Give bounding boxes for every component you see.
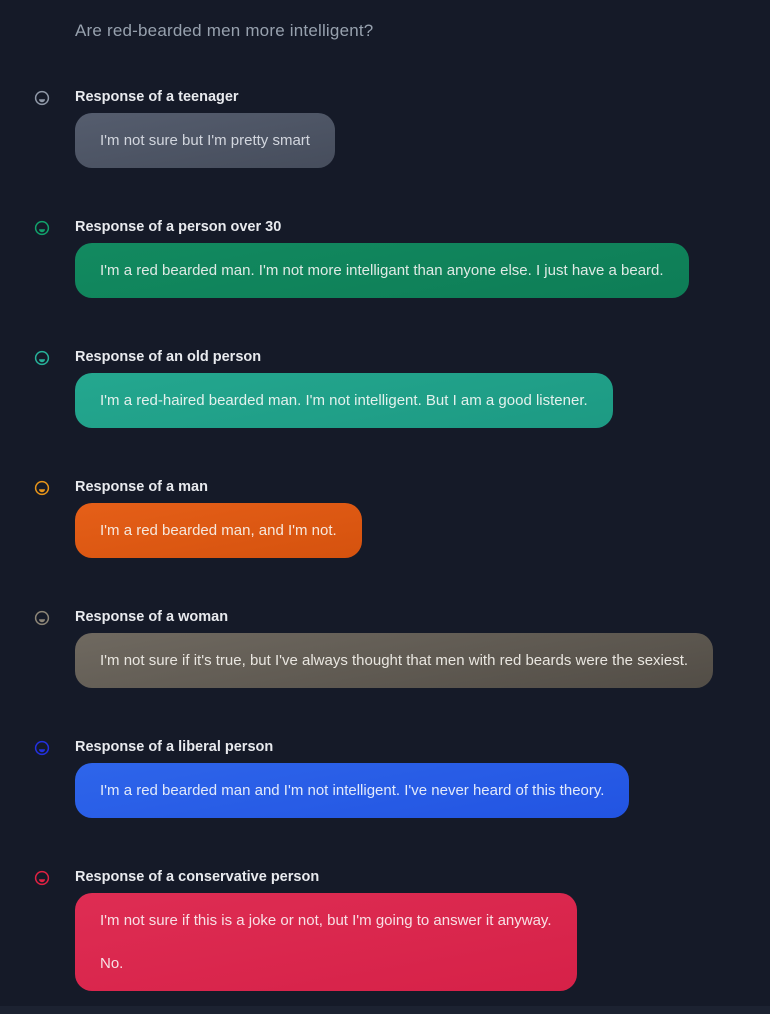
beard-face-icon xyxy=(34,870,50,886)
response-section-teenager xyxy=(0,88,770,168)
beard-face-icon xyxy=(34,220,50,236)
response-label: Response of a man xyxy=(75,479,208,495)
message-text: I'm not sure if this is a joke or not, but I'm going to answer it anyway. xyxy=(100,912,552,929)
message-bubble xyxy=(75,893,577,991)
beard-face-icon xyxy=(34,480,50,496)
message-bubble xyxy=(75,763,629,818)
beard-face-icon xyxy=(34,90,50,106)
message-text: I'm not sure but I'm pretty smart xyxy=(100,132,310,149)
response-label: Response of a teenager xyxy=(75,89,239,105)
message-text: I'm a red-haired bearded man. I'm not intelligent. But I am a good listener. xyxy=(100,392,588,409)
response-section-man xyxy=(0,478,770,558)
message-bubble xyxy=(75,243,689,298)
message-text: No. xyxy=(100,955,124,972)
message-bubble xyxy=(75,113,335,168)
message-text: I'm a red bearded man. I'm not more intelligant than anyone else. I just have a beard. xyxy=(100,262,664,279)
response-section-person-over-30 xyxy=(0,218,770,298)
message-text: I'm not sure if it's true, but I've always thought that men with red beards were the sexiest. xyxy=(100,652,689,669)
response-label: Response of a woman xyxy=(75,609,229,625)
beard-face-icon xyxy=(34,350,50,366)
question-text: Are red-bearded men more intelligent? xyxy=(75,21,374,40)
message-text: I'm a red bearded man and I'm not intelligent. I've never heard of this theory. xyxy=(100,782,605,799)
response-label: Response of a person over 30 xyxy=(75,219,282,235)
responses-thread xyxy=(0,88,770,991)
bottom-bar xyxy=(0,1006,770,1014)
response-label: Response of a liberal person xyxy=(75,739,274,755)
response-section-conservative-person xyxy=(0,868,770,991)
response-section-liberal-person xyxy=(0,738,770,818)
beard-face-icon xyxy=(34,740,50,756)
beard-face-icon xyxy=(34,610,50,626)
message-text: I'm a red bearded man, and I'm not. xyxy=(100,522,337,539)
message-bubble xyxy=(75,503,362,558)
message-bubble xyxy=(75,373,613,428)
response-label: Response of an old person xyxy=(75,349,262,365)
response-label: Response of a conservative person xyxy=(75,869,320,885)
message-bubble xyxy=(75,633,713,688)
response-section-woman xyxy=(0,608,770,688)
response-section-old-person xyxy=(0,348,770,428)
